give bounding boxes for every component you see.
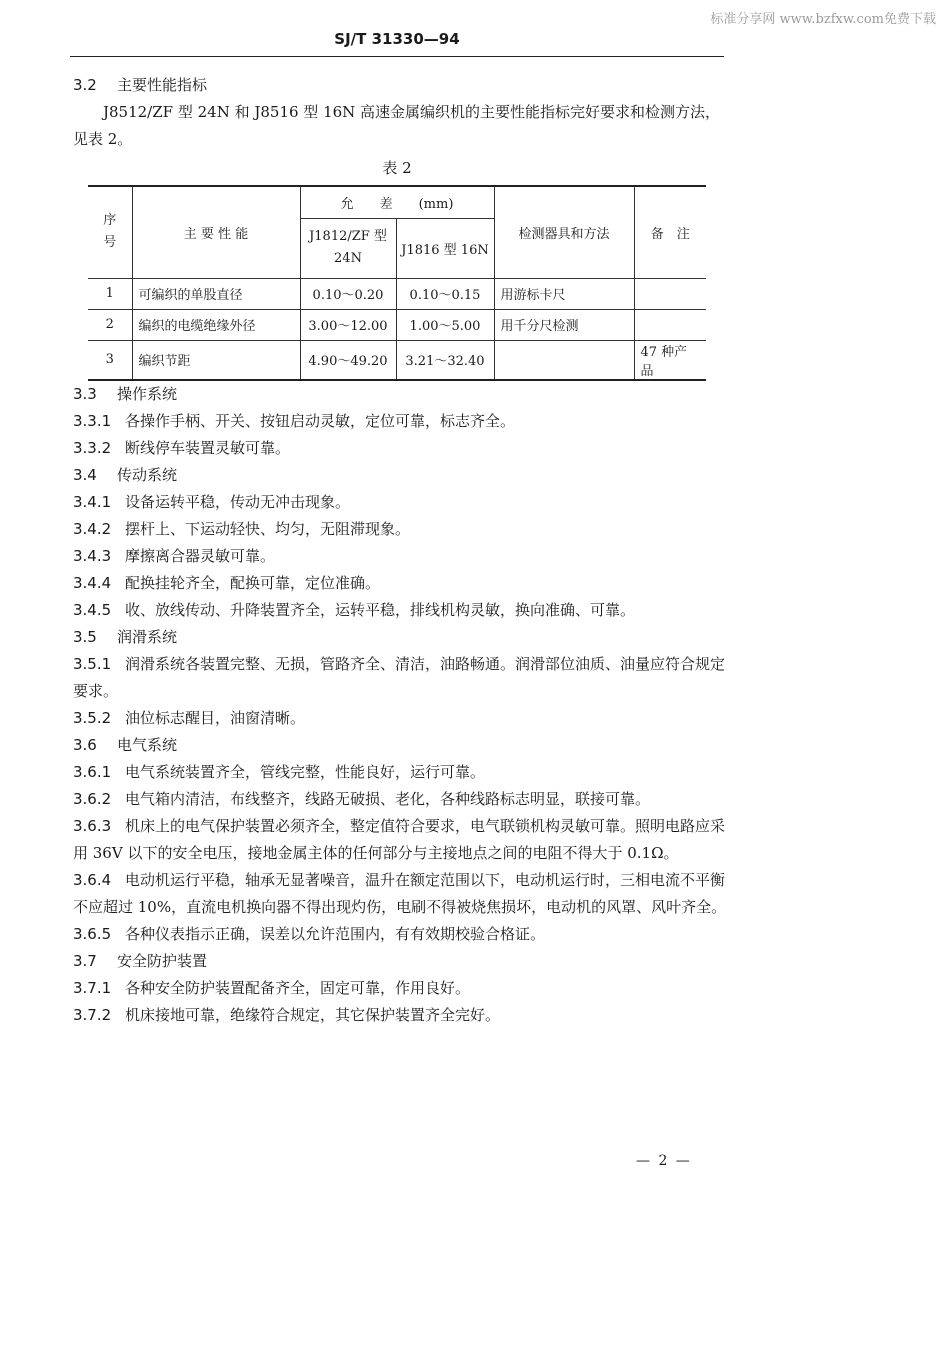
header-tol-16n: J1816 型 16N [396, 218, 494, 278]
row-note [634, 278, 706, 309]
section-3-2 [73, 72, 733, 153]
clause [73, 813, 733, 867]
section-number: 3.2 [73, 76, 97, 94]
header-tol-24n: J1812/ZF 型 24N [300, 218, 396, 278]
header-tolerance: 允 差 (mm) [300, 186, 494, 218]
row-method: 用游标卡尺 [494, 278, 634, 309]
clause-number: 3.6.5 [73, 925, 112, 943]
clause [73, 597, 733, 624]
row-no: 3 [88, 340, 132, 380]
section-heading [73, 381, 733, 408]
clause-text: 油位标志醒目，油窗清晰。 [125, 709, 306, 727]
clause [73, 975, 733, 1002]
clause-text: 摆杆上、下运动轻快、均匀，无阻滞现象。 [125, 520, 411, 538]
header-seq: 序号 [88, 186, 132, 278]
clause-number: 3.6.4 [73, 871, 112, 889]
clause-text: 各操作手柄、开关、按钮启动灵敏，定位可靠，标志齐全。 [125, 412, 516, 430]
clause-number: 3.6 [73, 736, 97, 754]
clause-text: 安全防护装置 [117, 952, 208, 970]
clause-number: 3.4.4 [73, 574, 112, 592]
clause-text: 各种仪表指示正确，误差以允许范围内，有有效期校验合格证。 [125, 925, 546, 943]
clause-text: 机床接地可靠，绝缘符合规定，其它保护装置齐全完好。 [125, 1006, 501, 1024]
clause [73, 543, 733, 570]
row-tol-24n: 0.10～0.20 [300, 278, 396, 309]
clause-number: 3.6.3 [73, 817, 112, 835]
section-title: 主要性能指标 [117, 76, 208, 94]
clause-number: 3.3 [73, 385, 97, 403]
section-heading [73, 948, 733, 975]
row-tol-16n: 1.00～5.00 [396, 309, 494, 340]
row-tol-16n: 0.10～0.15 [396, 278, 494, 309]
clause [73, 435, 733, 462]
clause-number: 3.5.1 [73, 655, 112, 673]
clause-text: 机床上的电气保护装置必须齐全，整定值符合要求，电气联锁机构灵敏可靠。照明电路应采用 36V 以下的安全电压，接地金属主体的任何部分与主接地点之间的电阻不得大于 0.1Ω。 [73, 817, 726, 862]
clause-number: 3.5 [73, 628, 97, 646]
clause [73, 759, 733, 786]
row-performance: 编织节距 [132, 340, 300, 380]
clause-number: 3.4 [73, 466, 97, 484]
clause [73, 1002, 733, 1029]
clause-number: 3.6.1 [73, 763, 112, 781]
row-performance: 可编织的单股直径 [132, 278, 300, 309]
clause-text: 润滑系统 [117, 628, 178, 646]
section-heading [73, 462, 733, 489]
row-tol-24n: 3.00～12.00 [300, 309, 396, 340]
row-tol-24n: 4.90～49.20 [300, 340, 396, 380]
clause-text: 断线停车装置灵敏可靠。 [125, 439, 291, 457]
clause-number: 3.5.2 [73, 709, 112, 727]
clause-number: 3.3.1 [73, 412, 112, 430]
clause-number: 3.3.2 [73, 439, 112, 457]
clause-text: 电动机运行平稳，轴承无显著噪音，温升在额定范围以下，电动机运行时，三相电流不平衡不应超过 10%，直流电机换向器不得出现灼伤，电刷不得被烧焦损坏，电动机的风罩、风叶齐全。 [73, 871, 727, 916]
clause-number: 3.4.2 [73, 520, 112, 538]
table-row [88, 278, 706, 309]
clause-text: 设备运转平稳，传动无冲击现象。 [125, 493, 351, 511]
standard-number: SJ/T 31330—94 [334, 30, 460, 48]
header-performance: 主 要 性 能 [132, 186, 300, 278]
clause-text: 电气系统 [117, 736, 178, 754]
row-note: 47 种产品 [634, 340, 706, 380]
clause-text: 润滑系统各装置完整、无损，管路齐全、清洁，油路畅通。润滑部位油质、油量应符合规定要求。 [73, 655, 726, 700]
clause-number: 3.7 [73, 952, 97, 970]
clause-number: 3.4.5 [73, 601, 112, 619]
clause [73, 651, 733, 705]
clause-text: 电气系统装置齐全，管线完整，性能良好，运行可靠。 [125, 763, 486, 781]
section-heading [73, 732, 733, 759]
page-number: — 2 — [636, 1153, 692, 1169]
clause-number: 3.7.2 [73, 1006, 112, 1024]
clause [73, 786, 733, 813]
row-no: 1 [88, 278, 132, 309]
sections-body [73, 381, 733, 1029]
performance-table [88, 185, 706, 381]
clause-text: 电气箱内清洁，布线整齐，线路无破损、老化，各种线路标志明显，联接可靠。 [125, 790, 651, 808]
clause [73, 705, 733, 732]
clause-text: 收、放线传动、升降装置齐全，运转平稳，排线机构灵敏，换向准确、可靠。 [125, 601, 636, 619]
section-heading [73, 72, 733, 99]
clause-number: 3.6.2 [73, 790, 112, 808]
clause-number: 3.4.1 [73, 493, 112, 511]
clause-text: 传动系统 [117, 466, 178, 484]
table-row [88, 340, 706, 380]
row-note [634, 309, 706, 340]
row-method: 用千分尺检测 [494, 309, 634, 340]
clause-text: 操作系统 [117, 385, 178, 403]
clause [73, 516, 733, 543]
clause-number: 3.4.3 [73, 547, 112, 565]
clause-number: 3.7.1 [73, 979, 112, 997]
header-rule [70, 56, 724, 57]
clause-text: 配换挂轮齐全，配换可靠，定位准确。 [125, 574, 381, 592]
header-note: 备 注 [634, 186, 706, 278]
clause [73, 489, 733, 516]
table-caption: 表 2 [382, 159, 412, 177]
row-tol-16n: 3.21～32.40 [396, 340, 494, 380]
section-paragraph: J8512/ZF 型 24N 和 J8516 型 16N 高速金属编织机的主要性能指标完好要求和检测方法，见表 2。 [73, 103, 721, 148]
header-method: 检测器具和方法 [494, 186, 634, 278]
row-performance: 编织的电缆绝缘外径 [132, 309, 300, 340]
clause-text: 摩擦离合器灵敏可靠。 [125, 547, 276, 565]
clause [73, 570, 733, 597]
table-row [88, 309, 706, 340]
watermark-text: 标准分享网 www.bzfxw.com免费下载 [710, 12, 936, 27]
clause [73, 867, 733, 921]
row-method [494, 340, 634, 380]
clause-text: 各种安全防护装置配备齐全，固定可靠，作用良好。 [125, 979, 471, 997]
row-no: 2 [88, 309, 132, 340]
clause [73, 921, 733, 948]
clause [73, 408, 733, 435]
section-heading [73, 624, 733, 651]
